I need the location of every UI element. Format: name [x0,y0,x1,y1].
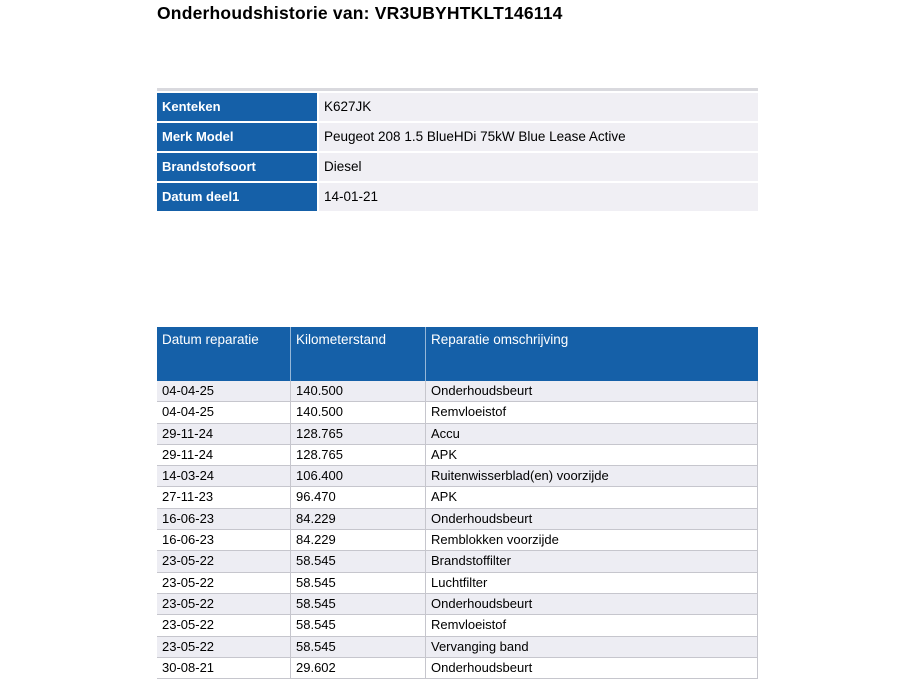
table-row [157,658,758,679]
cell-kilometerstand: 84.229 [291,509,426,529]
cell-kilometerstand: 140.500 [291,402,426,422]
table-row [157,573,758,594]
page-title: Onderhoudshistorie van: VR3UBYHTKLT146114 [157,3,563,23]
info-value: Peugeot 208 1.5 BlueHDi 75kW Blue Lease Active [319,123,758,151]
cell-kilometerstand: 96.470 [291,487,426,507]
cell-reparatie-omschrijving: Onderhoudsbeurt [426,594,758,614]
cell-datum-reparatie: 23-05-22 [157,615,291,635]
cell-datum-reparatie: 16-06-23 [157,530,291,550]
info-label: Merk Model [157,123,317,151]
info-row [157,183,758,211]
cell-kilometerstand: 128.765 [291,424,426,444]
cell-reparatie-omschrijving: Remblokken voorzijde [426,530,758,550]
cell-datum-reparatie: 16-06-23 [157,509,291,529]
cell-kilometerstand: 128.765 [291,445,426,465]
info-label: Brandstofsoort [157,153,317,181]
info-label: Kenteken [157,93,317,121]
table-row [157,466,758,487]
cell-reparatie-omschrijving: Onderhoudsbeurt [426,658,758,678]
vehicle-info-rows [157,93,758,211]
column-header: Datum reparatie [157,327,291,381]
maintenance-history-table [157,327,758,679]
table-top-border [157,88,758,91]
cell-datum-reparatie: 23-05-22 [157,594,291,614]
cell-reparatie-omschrijving: Onderhoudsbeurt [426,381,758,401]
cell-kilometerstand: 58.545 [291,615,426,635]
column-header: Reparatie omschrijving [431,332,569,347]
table-row [157,530,758,551]
cell-reparatie-omschrijving: Brandstoffilter [426,551,758,571]
table-row [157,487,758,508]
cell-kilometerstand: 58.545 [291,594,426,614]
table-header-row [157,327,758,381]
cell-datum-reparatie: 29-11-24 [157,424,291,444]
cell-datum-reparatie: 27-11-23 [157,487,291,507]
cell-datum-reparatie: 23-05-22 [157,573,291,593]
cell-reparatie-omschrijving: APK [426,487,758,507]
column-header: Kilometerstand [291,327,426,381]
info-value: Diesel [319,153,758,181]
vehicle-info-table [157,88,758,213]
cell-datum-reparatie: 04-04-25 [157,381,291,401]
info-row [157,93,758,121]
table-row [157,381,758,402]
info-value: K627JK [319,93,758,121]
cell-kilometerstand: 140.500 [291,381,426,401]
info-row [157,153,758,181]
cell-reparatie-omschrijving: Luchtfilter [426,573,758,593]
cell-reparatie-omschrijving: Onderhoudsbeurt [426,509,758,529]
cell-datum-reparatie: 29-11-24 [157,445,291,465]
table-row [157,424,758,445]
cell-reparatie-omschrijving: Vervanging band [426,637,758,657]
cell-kilometerstand: 84.229 [291,530,426,550]
table-row [157,402,758,423]
cell-reparatie-omschrijving: Remvloeistof [426,402,758,422]
table-row [157,615,758,636]
table-body [157,381,758,679]
info-value: 14-01-21 [319,183,758,211]
cell-reparatie-omschrijving: Accu [426,424,758,444]
cell-datum-reparatie: 04-04-25 [157,402,291,422]
table-row [157,594,758,615]
cell-kilometerstand: 29.602 [291,658,426,678]
cell-reparatie-omschrijving: Remvloeistof [426,615,758,635]
cell-datum-reparatie: 14-03-24 [157,466,291,486]
cell-kilometerstand: 58.545 [291,573,426,593]
cell-datum-reparatie: 23-05-22 [157,637,291,657]
table-row [157,445,758,466]
cell-datum-reparatie: 23-05-22 [157,551,291,571]
table-row [157,509,758,530]
cell-kilometerstand: 58.545 [291,551,426,571]
cell-kilometerstand: 58.545 [291,637,426,657]
info-label: Datum deel1 [157,183,317,211]
cell-reparatie-omschrijving: Ruitenwisserblad(en) voorzijde [426,466,758,486]
table-row [157,551,758,572]
table-row [157,637,758,658]
cell-reparatie-omschrijving: APK [426,445,758,465]
info-row [157,123,758,151]
cell-datum-reparatie: 30-08-21 [157,658,291,678]
cell-kilometerstand: 106.400 [291,466,426,486]
